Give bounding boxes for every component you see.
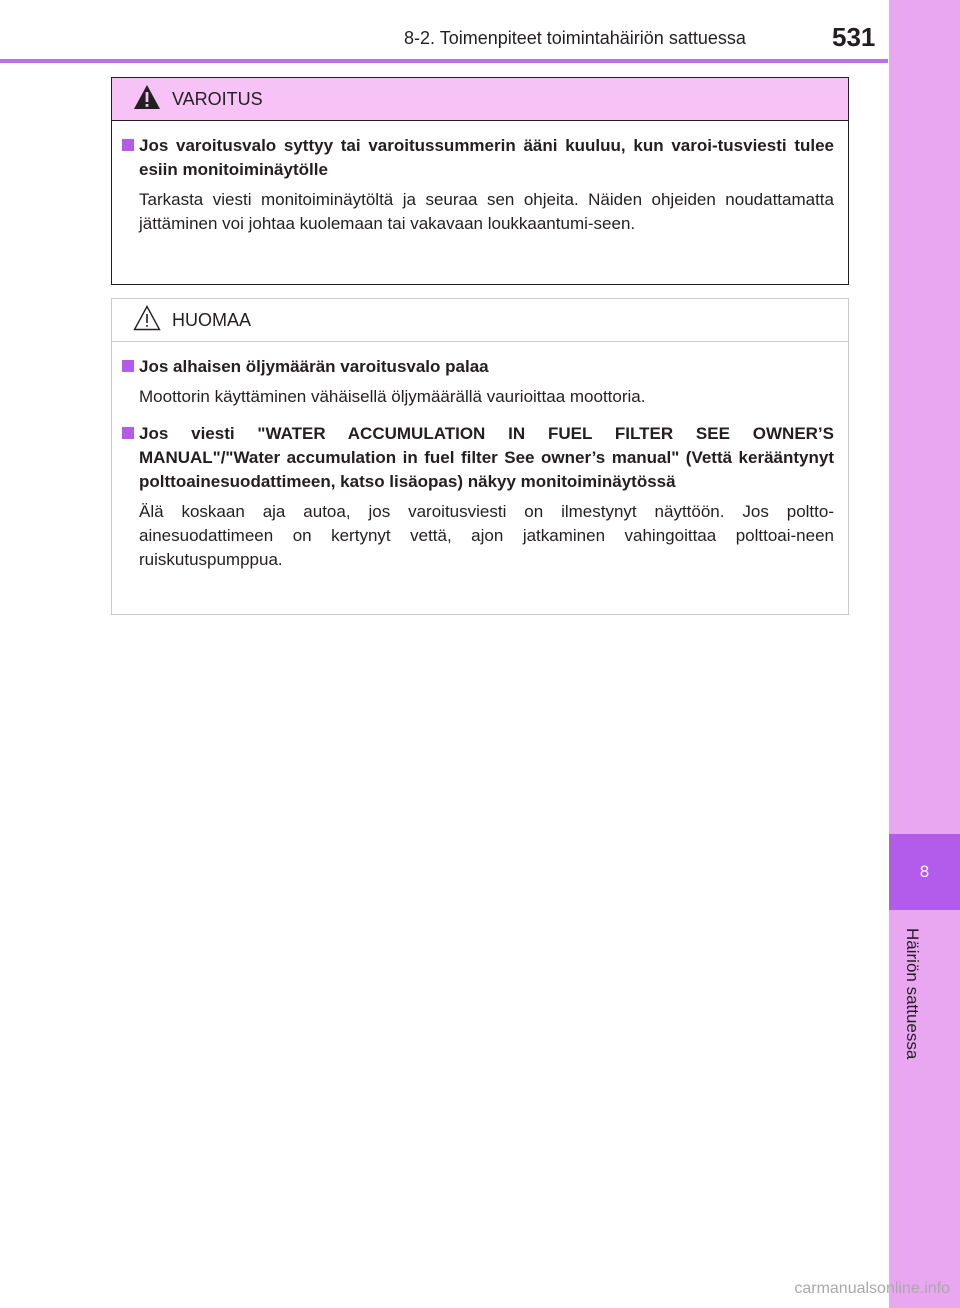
header-divider: [0, 59, 888, 63]
watermark: carmanualsonline.info: [794, 1280, 950, 1297]
warning-triangle-icon: [132, 83, 162, 111]
notice-item: [122, 409, 834, 572]
notice-item-heading: [122, 355, 834, 379]
caution-triangle-icon: [132, 304, 162, 332]
warning-label: VAROITUS: [172, 89, 263, 109]
chapter-number: 8: [919, 862, 930, 881]
notice-header: [112, 299, 848, 342]
square-bullet-icon: [122, 427, 134, 439]
notice-item-heading-text: Jos alhaisen öljymäärän varoitusvalo palaa: [139, 357, 489, 376]
notice-item-text: Älä koskaan aja autoa, jos varoitusviesti on ilmestynyt näyttöön. Jos poltto-ainesuodattimeen on kertynyt vettä, ajon jatkaminen vahingoittaa polttoai-neen ruiskutuspumppua.: [139, 502, 834, 569]
side-index-strip: [889, 0, 960, 1308]
warning-box: [111, 77, 849, 285]
notice-item-heading: [122, 422, 834, 494]
notice-item-heading-text: Jos viesti "WATER ACCUMULATION IN FUEL FILTER SEE OWNER’S MANUAL"/"Water accumulation in fuel filter See owner’s manual" (Vettä kerääntynyt polttoainesuodattimeen, katso lisäopas) näkyy monitoiminäytössä: [139, 424, 834, 491]
chapter-name: Häiriön sattuessa: [903, 928, 922, 1060]
notice-item: [122, 342, 834, 409]
square-bullet-icon: [122, 360, 134, 372]
warning-item-heading: [122, 134, 834, 182]
warning-header: [112, 78, 848, 121]
warning-item: [122, 121, 834, 236]
warning-item-text: Tarkasta viesti monitoiminäytöltä ja seuraa sen ohjeita. Näiden ohjeiden noudattamatta jättäminen voi johtaa kuolemaan tai vakavaan loukkaantumi-seen.: [139, 190, 834, 233]
notice-box: [111, 298, 849, 615]
section-title: 8-2. Toimenpiteet toimintahäiriön sattuessa: [404, 28, 746, 48]
notice-item-text: Moottorin käyttäminen vähäisellä öljymäärällä vaurioittaa moottoria.: [139, 387, 646, 406]
square-bullet-icon: [122, 139, 134, 151]
warning-item-heading-text: Jos varoitusvalo syttyy tai varoitussummerin ääni kuuluu, kun varoi-tusviesti tulee esiin monitoiminäytölle: [139, 136, 834, 179]
notice-label: HUOMAA: [172, 310, 252, 330]
page-number: 531: [832, 22, 876, 52]
